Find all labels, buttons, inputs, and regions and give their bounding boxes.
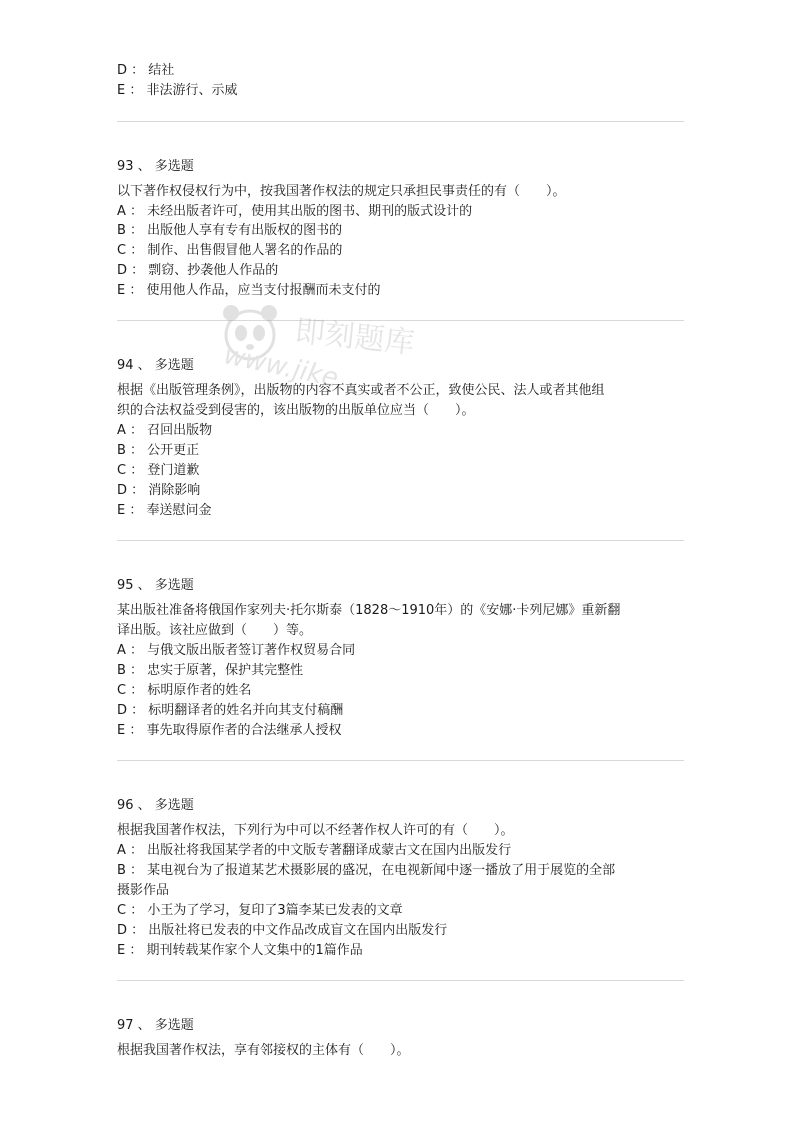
question-stem: 以下著作权侵权行为中，按我国著作权法的规定只承担民事责任的有（ ）。 (117, 184, 566, 199)
option-line: E ： 期刊转载某作家个人文集中的1篇作品 (117, 943, 363, 958)
question-header: 97 、 多选题 (117, 1018, 194, 1033)
option-line: D ： 标明翻译者的姓名并向其支付稿酬 (117, 703, 344, 718)
option-line: E ： 使用他人作品，应当支付报酬而未支付的 (117, 283, 381, 298)
option-line: B ： 公开更正 (117, 443, 200, 458)
option-line: C ： 制作、出售假冒他人署名的作品的 (117, 243, 343, 258)
question-divider (117, 320, 684, 321)
watermark-brand: 即刻题库 (293, 313, 417, 362)
question-header: 95 、 多选题 (117, 578, 194, 593)
question-divider (117, 540, 684, 541)
question-header: 96 、 多选题 (117, 798, 194, 813)
option-line: A ： 出版社将我国某学者的中文版专著翻译成蒙古文在国内出版发行 (117, 843, 512, 858)
option-line: C ： 标明原作者的姓名 (117, 683, 252, 698)
question-stem: 译出版。该社应做到（ ）等。 (117, 623, 313, 638)
question-header: 94 、 多选题 (117, 358, 194, 373)
option-line: B ： 出版他人享有专有出版权的图书的 (117, 223, 343, 238)
option-line: A ： 未经出版者许可，使用其出版的图书、期刊的版式设计的 (117, 204, 473, 219)
option-line: D ： 出版社将已发表的中文作品改成盲文在国内出版发行 (117, 923, 448, 938)
question-divider (117, 760, 684, 761)
question-header: 93 、 多选题 (117, 159, 194, 174)
watermark-url: www.jike (221, 340, 341, 394)
question-stem: 根据我国著作权法，享有邻接权的主体有（ ）。 (117, 1043, 410, 1058)
option-line: E ： 非法游行、示威 (117, 83, 238, 98)
question-stem: 根据我国著作权法，下列行为中可以不经著作权人许可的有（ ）。 (117, 823, 514, 838)
option-line: A ： 召回出版物 (117, 423, 213, 438)
panda-logo-icon (215, 297, 285, 367)
option-line: B ： 忠实于原著，保护其完整性 (117, 663, 304, 678)
option-line: D ： 结社 (117, 63, 175, 78)
question-divider (117, 980, 684, 981)
question-stem: 根据《出版管理条例》，出版物的内容不真实或者不公正，致使公民、法人或者其他组 (117, 383, 605, 398)
option-line: D ： 消除影响 (117, 483, 201, 498)
question-stem: 织的合法权益受到侵害的，该出版物的出版单位应当（ ）。 (117, 403, 475, 418)
question-stem: 某出版社准备将俄国作家列夫·托尔斯泰（1828～1910年）的《安娜·卡列尼娜》重新翻 (117, 603, 621, 618)
option-line: E ： 事先取得原作者的合法继承人授权 (117, 723, 342, 738)
option-line: D ： 剽窃、抄袭他人作品的 (117, 263, 279, 278)
option-line: A ： 与俄文版出版者签订著作权贸易合同 (117, 643, 356, 658)
option-line: C ： 登门道歉 (117, 463, 200, 478)
option-line: 摄影作品 (117, 883, 170, 898)
question-divider (117, 121, 684, 122)
option-line: C ： 小王为了学习，复印了3篇李某已发表的文章 (117, 903, 403, 918)
option-line: B ： 某电视台为了报道某艺术摄影展的盛况，在电视新闻中逐一播放了用于展览的全部 (117, 863, 616, 878)
option-line: E ： 奉送慰问金 (117, 503, 212, 518)
